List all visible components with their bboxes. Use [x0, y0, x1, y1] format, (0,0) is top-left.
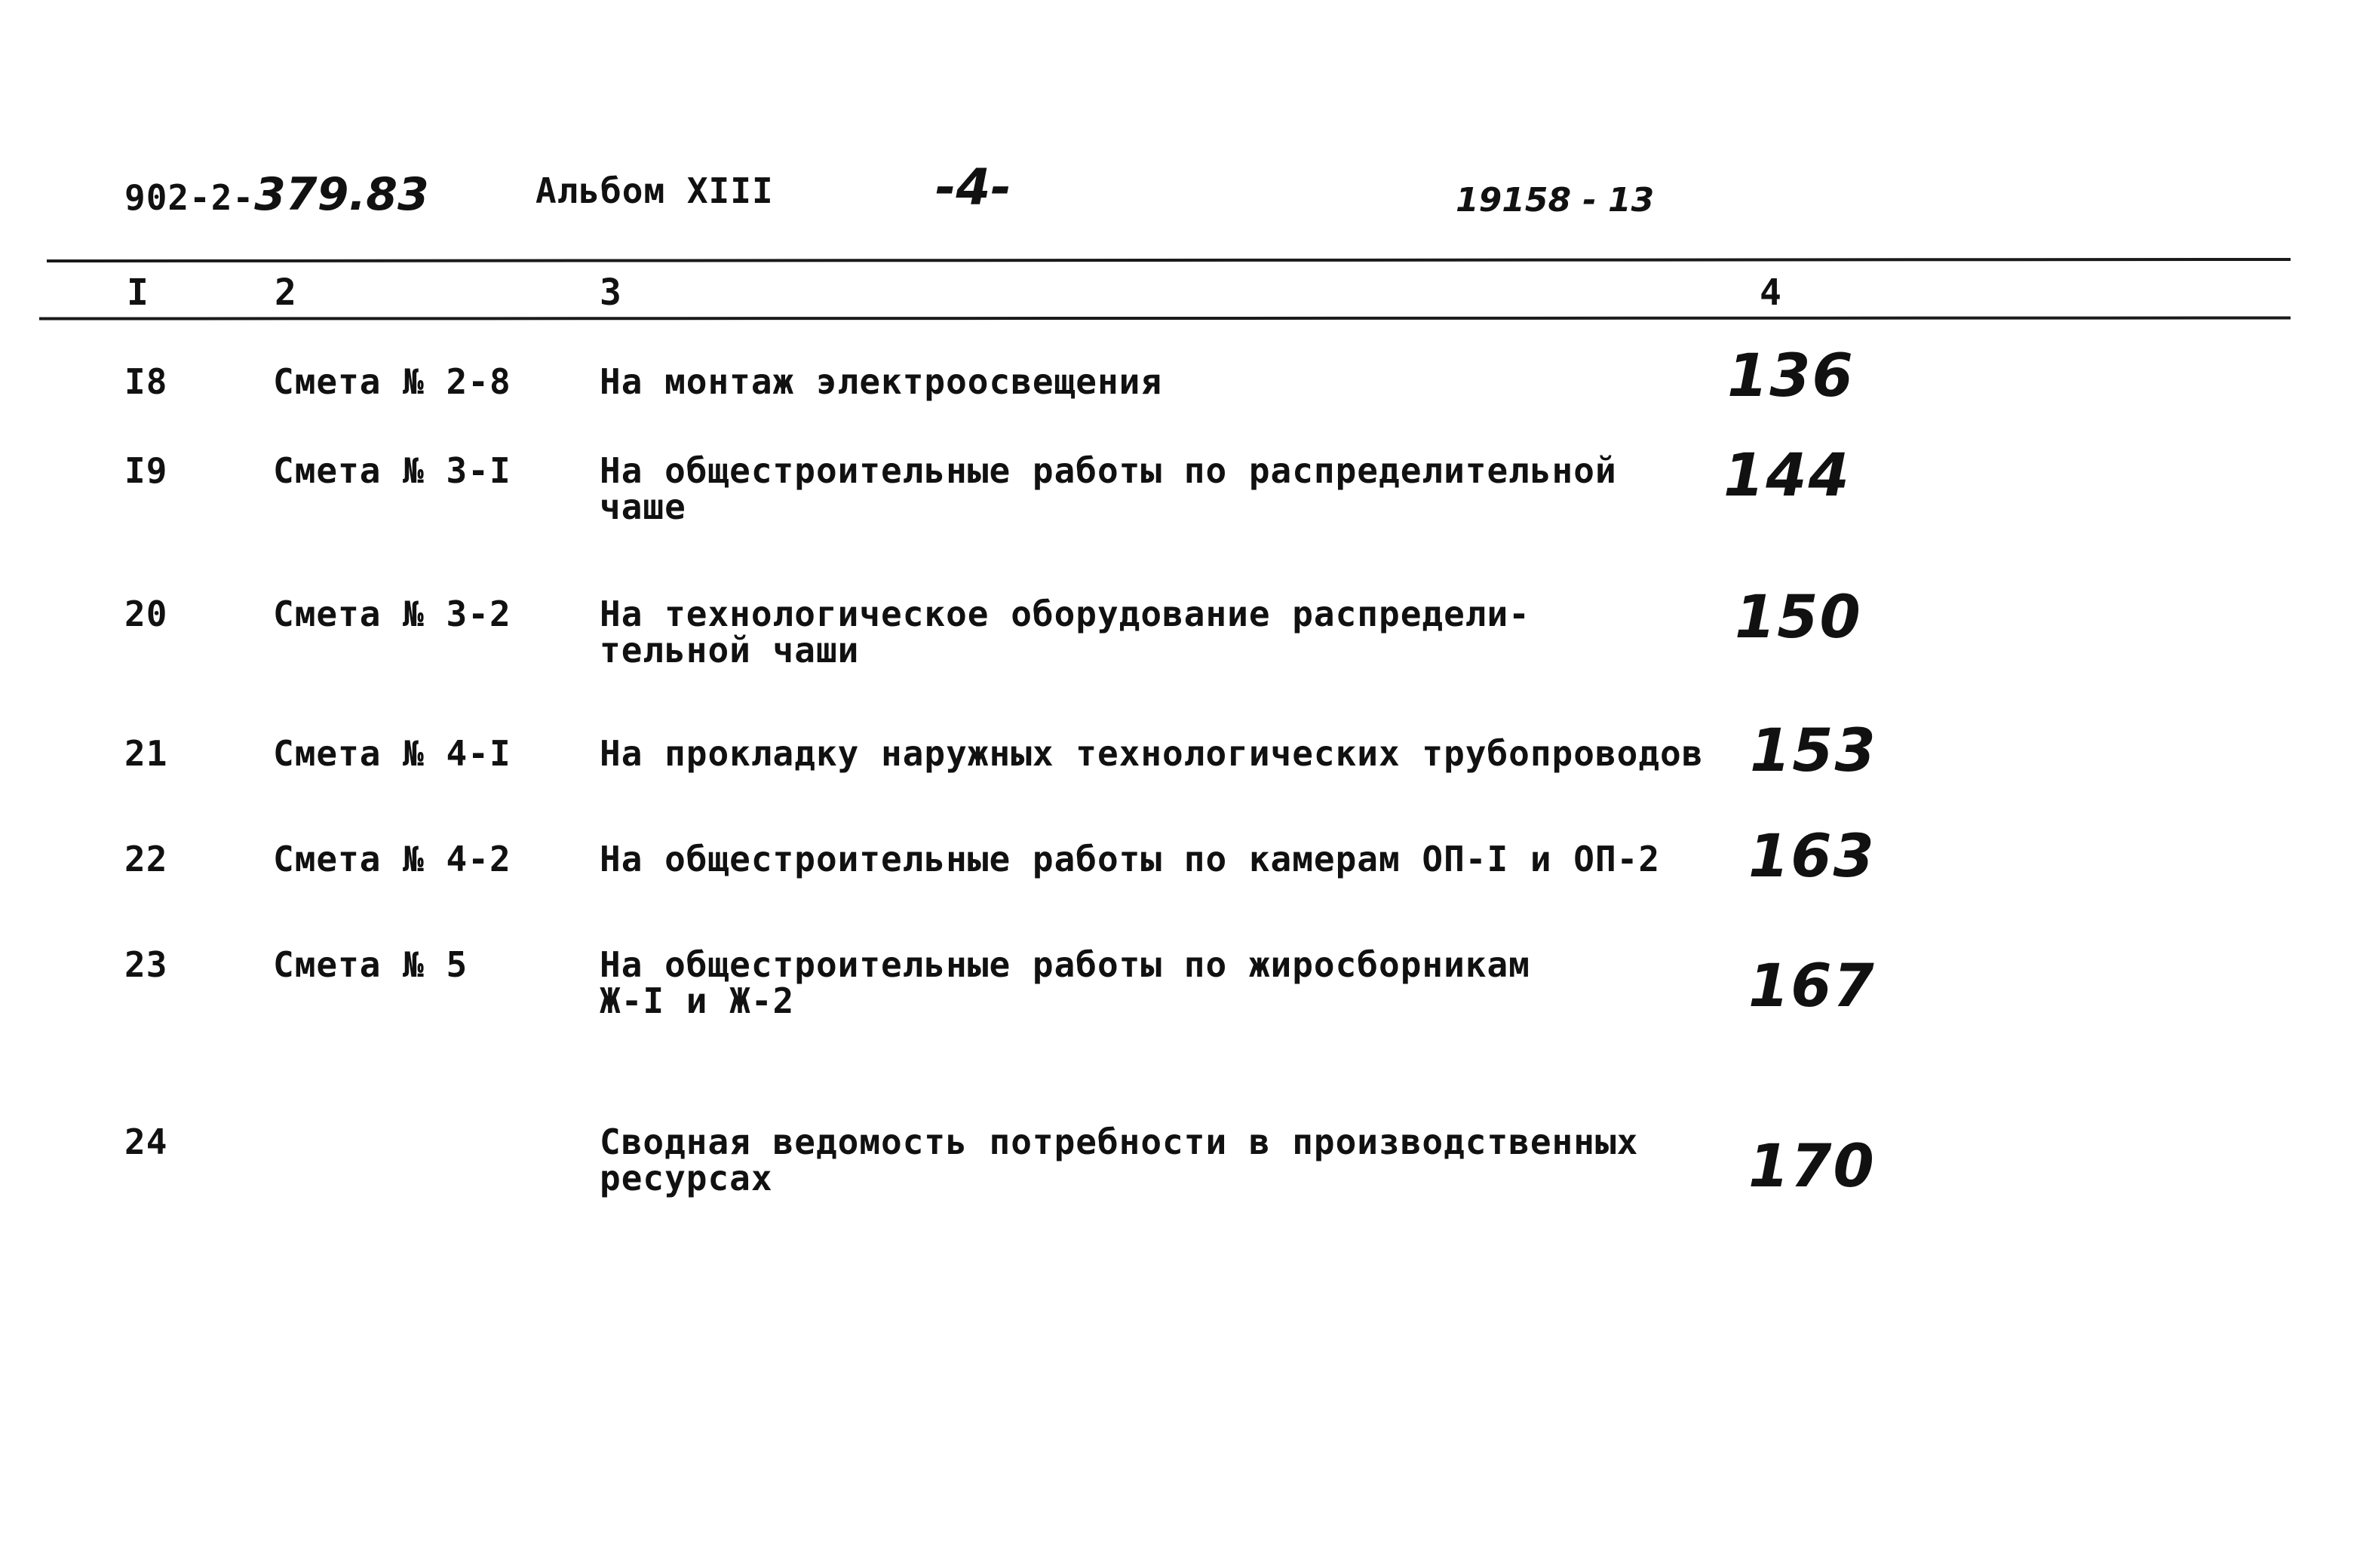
page-number: -4-	[935, 158, 1011, 216]
estimate-label: Смета № 3-I	[273, 450, 511, 491]
estimate-label: Смета № 4-2	[273, 839, 511, 879]
header-bottom-rule	[39, 316, 2291, 320]
column-heading-4: 4	[1760, 272, 1781, 314]
album-label: Альбом XIII	[535, 170, 774, 211]
project-code-suffix: 379.83	[254, 168, 429, 221]
row-number: 21	[124, 733, 168, 774]
page-reference: 163	[1748, 823, 1876, 891]
row-description: На технологическое оборудование распредели- тельной чаши	[600, 594, 1530, 670]
page-reference: 150	[1735, 584, 1862, 652]
row-description: На общестроительные работы по камерам ОП-I и ОП-2	[600, 839, 1661, 879]
column-heading-1: I	[127, 272, 149, 314]
row-number: 23	[124, 944, 168, 985]
project-code	[124, 168, 429, 221]
project-code-prefix: 902-2-	[124, 177, 255, 218]
page-reference: 153	[1750, 717, 1877, 785]
row-description: На прокладку наружных технологических трубопроводов	[600, 733, 1704, 774]
estimate-label: Смета № 4-I	[273, 733, 511, 774]
estimate-label: Смета № 5	[273, 944, 468, 985]
top-rule	[47, 258, 2291, 262]
row-number: 22	[124, 839, 168, 879]
row-number: 24	[124, 1122, 168, 1162]
inventory-number: 19158 - 13	[1456, 181, 1655, 219]
row-description: На общестроительные работы по жиросборникам Ж-I и Ж-2	[600, 944, 1530, 1021]
page-reference: 167	[1748, 953, 1876, 1020]
row-number: I8	[124, 361, 168, 402]
row-number: 20	[124, 594, 168, 634]
page-reference: 170	[1748, 1133, 1876, 1201]
estimate-label: Смета № 2-8	[273, 361, 511, 402]
page-reference: 144	[1723, 442, 1851, 510]
column-heading-3: 3	[600, 272, 621, 314]
row-description: Сводная ведомость потребности в производственных ресурсах	[600, 1122, 1639, 1198]
column-heading-2: 2	[275, 272, 296, 314]
estimate-label: Смета № 3-2	[273, 594, 511, 634]
page-reference: 136	[1727, 342, 1855, 410]
row-number: I9	[124, 450, 168, 491]
row-description: На общестроительные работы по распределительной чаше	[600, 450, 1617, 527]
row-description: На монтаж электроосвещения	[600, 361, 1163, 402]
